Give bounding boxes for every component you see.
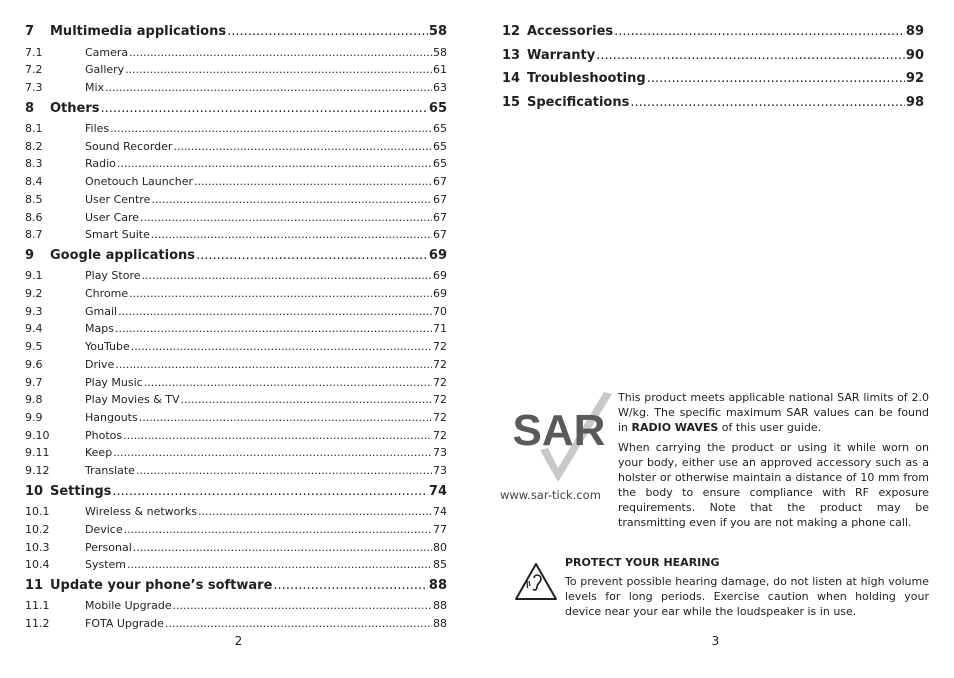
entry-title: Device <box>85 522 123 536</box>
entry-number: 10.4 <box>25 558 50 572</box>
dot-leader <box>173 597 432 615</box>
toc-subsection <box>25 209 447 227</box>
entry-number: 8.6 <box>25 210 43 224</box>
toc-subsection <box>25 138 447 156</box>
dot-leader <box>101 97 428 121</box>
entry-number: 10 <box>25 483 44 499</box>
entry-title: Gmail <box>85 304 118 318</box>
toc-section <box>502 91 924 115</box>
toc-subsection <box>25 226 447 244</box>
entry-title: System <box>85 558 127 572</box>
entry-title: User Care <box>85 210 140 224</box>
entry-title: Drive <box>85 357 115 371</box>
page-number-left: 2 <box>234 634 243 648</box>
toc-subsection <box>25 173 447 191</box>
dot-leader <box>630 91 905 115</box>
entry-title: Chrome <box>85 287 129 301</box>
entry-number: 9.1 <box>25 269 43 283</box>
dot-leader <box>110 120 432 138</box>
toc-subsection <box>25 556 447 574</box>
entry-page: 69 <box>433 287 447 301</box>
entry-page: 67 <box>433 228 447 242</box>
entry-page: 70 <box>433 304 447 318</box>
entry-number: 8.2 <box>25 139 43 153</box>
entry-number: 9.2 <box>25 287 43 301</box>
entry-title: Radio <box>85 157 116 171</box>
entry-title: Play Movies & TV <box>85 393 180 407</box>
entry-number: 12 <box>502 24 521 39</box>
entry-number: 7.2 <box>25 63 43 77</box>
dot-leader <box>647 67 905 91</box>
entry-title: Smart Suite <box>85 228 150 242</box>
sar-notice <box>500 390 930 540</box>
toc-subsection <box>25 120 447 138</box>
sar-logo-text: SAR <box>512 406 606 455</box>
entry-title: Troubleshooting <box>527 71 646 86</box>
dot-leader <box>194 173 432 191</box>
entry-page: 98 <box>905 94 924 110</box>
entry-page: 67 <box>433 192 447 206</box>
page-number-right: 3 <box>711 634 720 648</box>
toc-subsection <box>25 191 447 209</box>
dot-leader <box>131 338 432 356</box>
toc-subsection <box>25 462 447 480</box>
entry-page: 65 <box>433 122 447 136</box>
entry-title: Play Store <box>85 269 141 283</box>
entry-page: 92 <box>905 71 924 86</box>
entry-page: 80 <box>433 540 447 554</box>
entry-page: 72 <box>433 375 447 389</box>
entry-page: 85 <box>433 558 447 572</box>
entry-number: 15 <box>502 94 521 110</box>
entry-title: Multimedia applications <box>50 24 227 39</box>
dot-leader <box>596 44 905 68</box>
entry-title: Personal <box>85 540 132 554</box>
right-page <box>477 0 954 678</box>
entry-title: Maps <box>85 322 114 336</box>
entry-title: Play Music <box>85 375 143 389</box>
entry-page: 65 <box>433 139 447 153</box>
dot-leader <box>614 20 905 44</box>
entry-title: User Centre <box>85 192 151 206</box>
entry-title: Mix <box>85 80 105 94</box>
entry-number: 10.1 <box>25 505 50 519</box>
toc-subsection <box>25 303 447 321</box>
entry-number: 8.5 <box>25 192 43 206</box>
sar-text <box>618 390 929 535</box>
entry-page: 65 <box>433 157 447 171</box>
entry-title: Settings <box>50 483 112 499</box>
toc-subsection <box>25 79 447 97</box>
entry-page: 89 <box>905 24 924 39</box>
entry-number: 8.7 <box>25 228 43 242</box>
entry-page: 61 <box>433 63 447 77</box>
dot-leader <box>142 267 432 285</box>
dot-leader <box>196 244 428 268</box>
entry-number: 9.3 <box>25 304 43 318</box>
table-of-contents-left <box>25 20 447 633</box>
entry-title: Wireless & networks <box>85 505 197 519</box>
entry-number: 9 <box>25 247 35 263</box>
entry-title: Files <box>85 122 110 136</box>
toc-section <box>25 574 447 598</box>
entry-number: 11 <box>25 577 44 593</box>
toc-subsection <box>25 267 447 285</box>
dot-leader <box>127 556 432 574</box>
dot-leader <box>136 462 432 480</box>
toc-subsection <box>25 338 447 356</box>
dot-leader <box>151 226 432 244</box>
sar-url: www.sar-tick.com <box>500 488 601 502</box>
toc-section <box>502 67 924 91</box>
entry-page: 74 <box>433 505 447 519</box>
entry-title: Hangouts <box>85 410 138 424</box>
entry-number: 9.7 <box>25 375 43 389</box>
dot-leader <box>125 61 432 79</box>
entry-page: 77 <box>433 522 447 536</box>
entry-title: Update your phone’s software <box>50 577 273 593</box>
sar-paragraph-2: When carrying the product or using it while worn on your body, either use an approved accessory such as a holster or otherwise maintain a distance of 10 mm from the body to ensure compliance with RF exposure requirements. Note that the product may be transmitting even if you are not making a phone call. <box>618 441 929 529</box>
entry-number: 13 <box>502 47 521 63</box>
entry-number: 8.1 <box>25 122 43 136</box>
entry-title: Others <box>50 100 100 116</box>
entry-page: 71 <box>433 322 447 336</box>
entry-number: 8.3 <box>25 157 43 171</box>
entry-page: 88 <box>428 577 447 593</box>
toc-subsection <box>25 391 447 409</box>
entry-title: Translate <box>85 463 135 477</box>
entry-page: 69 <box>433 269 447 283</box>
dot-leader <box>144 374 432 392</box>
entry-title: YouTube <box>85 340 130 354</box>
entry-title: Camera <box>85 45 129 59</box>
entry-number: 9.4 <box>25 322 43 336</box>
entry-number: 10.3 <box>25 540 50 554</box>
entry-number: 9.6 <box>25 357 43 371</box>
entry-number: 7.3 <box>25 80 43 94</box>
entry-number: 9.12 <box>25 463 50 477</box>
toc-subsection <box>25 521 447 539</box>
entry-page: 58 <box>428 24 447 39</box>
dot-leader <box>133 539 432 557</box>
entry-page: 72 <box>433 340 447 354</box>
hearing-text: To prevent possible hearing damage, do not listen at high volume levels for long periods. Exercise caution when holding your device near your ear while the loudspeaker is in use. <box>565 575 929 618</box>
dot-leader <box>117 155 432 173</box>
toc-subsection <box>25 503 447 521</box>
dot-leader <box>273 574 427 598</box>
toc-subsection <box>25 155 447 173</box>
entry-page: 73 <box>433 446 447 460</box>
entry-number: 11.1 <box>25 599 50 613</box>
entry-page: 63 <box>433 80 447 94</box>
entry-title: Gallery <box>85 63 125 77</box>
toc-subsection <box>25 285 447 303</box>
entry-number: 9.8 <box>25 393 43 407</box>
toc-section <box>502 44 924 68</box>
table-of-contents-right <box>502 20 924 114</box>
dot-leader <box>124 521 432 539</box>
toc-subsection <box>25 374 447 392</box>
dot-leader <box>227 20 428 44</box>
entry-page: 73 <box>433 463 447 477</box>
entry-title: Onetouch Launcher <box>85 175 194 189</box>
toc-section <box>25 480 447 504</box>
entry-page: 72 <box>433 428 447 442</box>
entry-title: Mobile Upgrade <box>85 599 172 613</box>
toc-section <box>502 20 924 44</box>
entry-page: 88 <box>433 617 447 631</box>
entry-number: 9.5 <box>25 340 43 354</box>
dot-leader <box>123 427 432 445</box>
toc-subsection <box>25 356 447 374</box>
entry-page: 67 <box>433 210 447 224</box>
toc-subsection <box>25 409 447 427</box>
dot-leader <box>129 285 432 303</box>
toc-subsection <box>25 597 447 615</box>
dot-leader <box>139 409 432 427</box>
entry-number: 9.10 <box>25 428 50 442</box>
sar-paragraph-1: This product meets applicable national SAR limits of 2.0 W/kg. The specific maximum SAR values can be found in RADIO WAVES of this user guide. <box>618 391 929 434</box>
entry-number: 7 <box>25 24 35 39</box>
dot-leader <box>115 356 432 374</box>
entry-page: 72 <box>433 393 447 407</box>
dot-leader <box>165 615 432 633</box>
entry-page: 58 <box>433 45 447 59</box>
toc-subsection <box>25 539 447 557</box>
hearing-title: PROTECT YOUR HEARING <box>565 556 720 569</box>
toc-subsection <box>25 44 447 62</box>
entry-title: FOTA Upgrade <box>85 617 164 631</box>
dot-leader <box>105 79 432 97</box>
hearing-notice <box>500 556 930 626</box>
entry-number: 9.9 <box>25 410 43 424</box>
entry-number: 11.2 <box>25 617 50 631</box>
entry-page: 72 <box>433 410 447 424</box>
toc-section <box>25 244 447 268</box>
entry-page: 74 <box>428 483 447 499</box>
toc-subsection <box>25 320 447 338</box>
dot-leader <box>112 480 428 504</box>
entry-number: 10.2 <box>25 522 50 536</box>
entry-page: 69 <box>428 247 447 263</box>
toc-subsection <box>25 61 447 79</box>
dot-leader <box>115 320 432 338</box>
entry-number: 14 <box>502 71 521 86</box>
dot-leader <box>181 391 432 409</box>
toc-section <box>25 97 447 121</box>
entry-page: 67 <box>433 175 447 189</box>
entry-title: Sound Recorder <box>85 139 173 153</box>
entry-page: 88 <box>433 599 447 613</box>
entry-number: 7.1 <box>25 45 43 59</box>
dot-leader <box>140 209 432 227</box>
entry-title: Google applications <box>50 247 196 263</box>
entry-page: 65 <box>428 100 447 116</box>
dot-leader <box>113 444 432 462</box>
dot-leader <box>118 303 432 321</box>
dot-leader <box>198 503 432 521</box>
entry-number: 8.4 <box>25 175 43 189</box>
dot-leader <box>151 191 432 209</box>
toc-subsection <box>25 615 447 633</box>
entry-number: 9.11 <box>25 446 50 460</box>
entry-title: Accessories <box>527 24 614 39</box>
entry-number: 8 <box>25 100 35 116</box>
toc-subsection <box>25 444 447 462</box>
hearing-warning-icon <box>514 562 558 602</box>
dot-leader <box>173 138 432 156</box>
entry-title: Keep <box>85 446 113 460</box>
entry-title: Warranty <box>527 47 596 63</box>
entry-title: Photos <box>85 428 123 442</box>
toc-section <box>25 20 447 44</box>
entry-page: 90 <box>905 47 924 63</box>
entry-title: Specifications <box>527 94 630 110</box>
dot-leader <box>129 44 432 62</box>
toc-subsection <box>25 427 447 445</box>
entry-page: 72 <box>433 357 447 371</box>
